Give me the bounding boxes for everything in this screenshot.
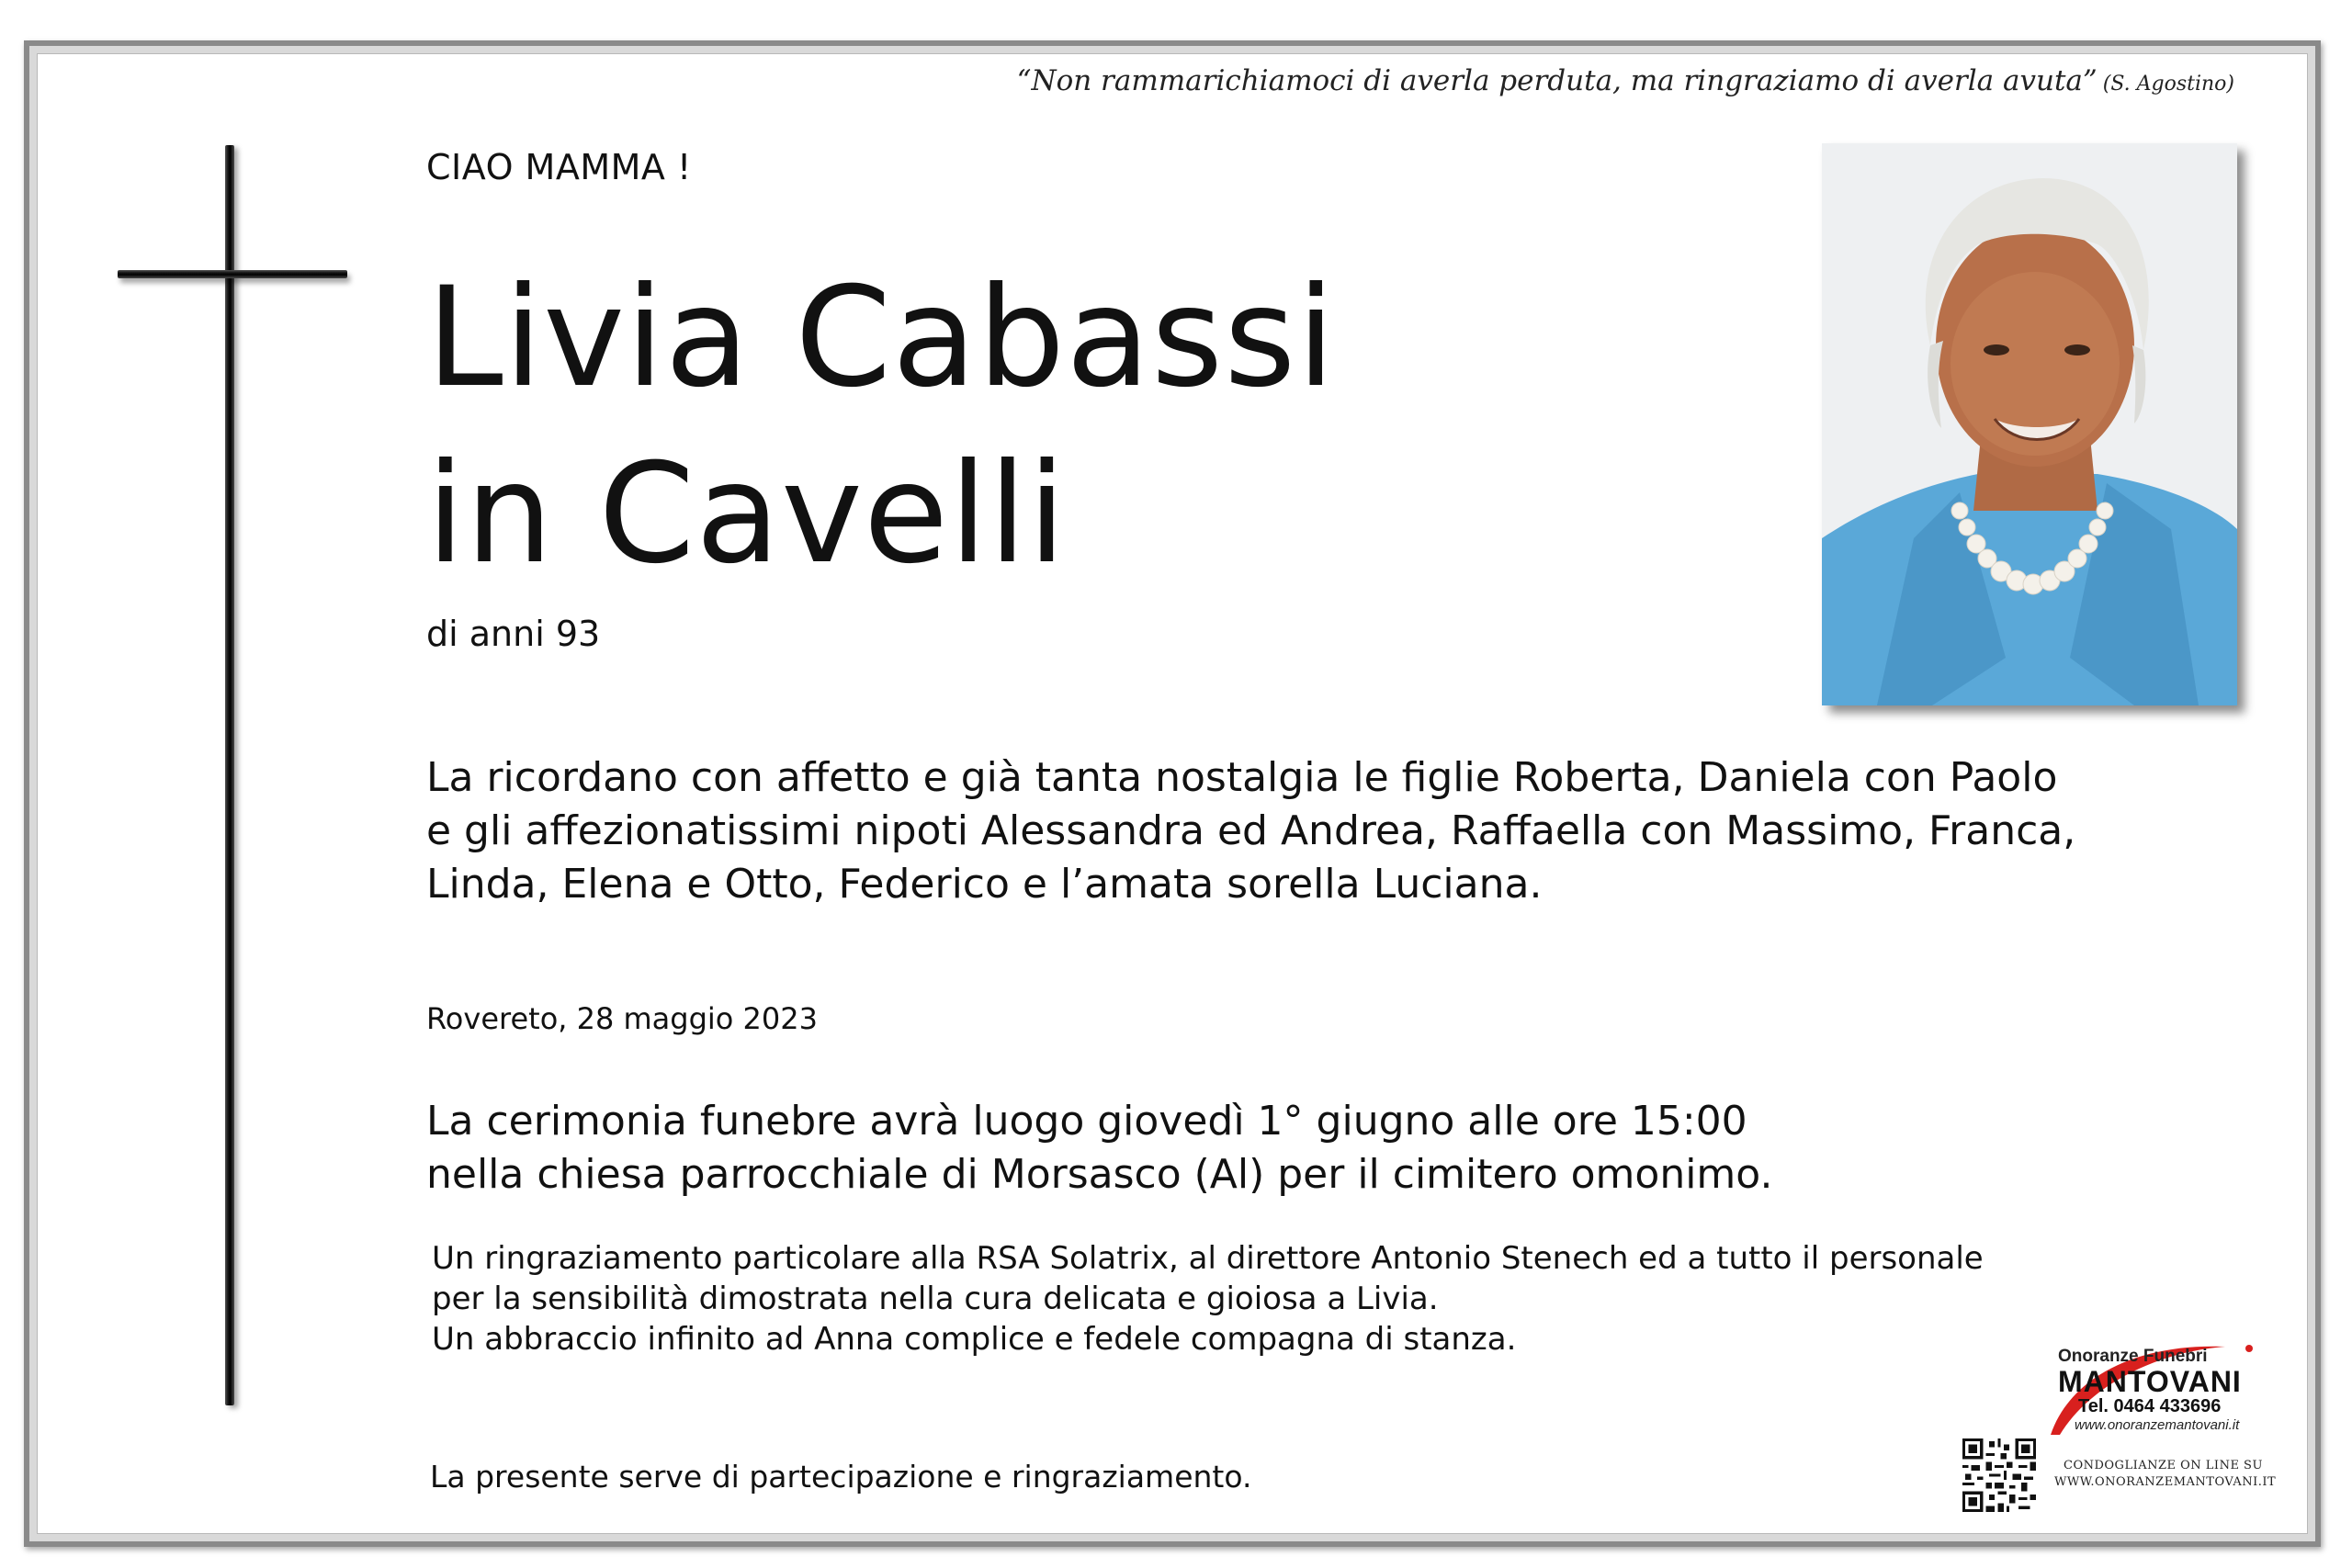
ceremony-line: La cerimonia funebre avrà luogo giovedì 1° giugno alle ore 15:00 xyxy=(426,1098,1747,1145)
thanks-line: Un ringraziamento particolare alla RSA Solatrix, al direttore Antonio Stenech ed a tutto il personale xyxy=(432,1240,1984,1277)
family-line: La ricordano con affetto e già tanta nostalgia le figlie Roberta, Daniela con Paolo xyxy=(426,754,2058,801)
thanks-line: Un abbraccio infinito ad Anna complice e fedele compagna di stanza. xyxy=(432,1321,1517,1358)
quote-author: (S. Agostino) xyxy=(2102,73,2234,96)
footer-note: La presente serve di partecipazione e ringraziamento. xyxy=(430,1459,1252,1495)
family-line: Linda, Elena e Otto, Federico e l’amata sorella Luciana. xyxy=(426,861,1543,908)
deceased-name-line1: Livia Cabassi xyxy=(426,258,1337,418)
portrait-photo xyxy=(1822,143,2237,705)
quote-text: “Non rammarichiamoci di averla perduta, ma ringraziamo di averla avuta” xyxy=(1016,64,2098,97)
greeting: CIAO MAMMA ! xyxy=(426,147,692,187)
family-line: e gli affezionatissimi nipoti Alessandra ed Andrea, Raffaella con Massimo, Franca, xyxy=(426,807,2076,854)
thanks-paragraph xyxy=(432,1238,1984,1359)
online-condolences-label: CONDOGLIANZE ON LINE SU xyxy=(2064,1459,2263,1472)
portrait-illustration xyxy=(1822,143,2237,705)
cross-icon-horizontal xyxy=(118,270,347,278)
logo-name: MANTOVANI xyxy=(2058,1365,2242,1398)
place-date: Rovereto, 28 maggio 2023 xyxy=(426,1001,818,1036)
online-condolences-url[interactable]: WWW.ONORANZEMANTOVANI.IT xyxy=(2054,1475,2277,1489)
thanks-line: per la sensibilità dimostrata nella cura delicata e gioiosa a Livia. xyxy=(432,1280,1439,1317)
qr-code-icon[interactable] xyxy=(1962,1438,2036,1512)
logo-website: www.onoranzemantovani.it xyxy=(2075,1417,2240,1433)
family-paragraph xyxy=(426,751,2075,911)
epigraph-quote xyxy=(1017,64,2234,97)
ceremony-paragraph xyxy=(426,1095,1772,1201)
deceased-age: di anni 93 xyxy=(426,614,601,654)
logo-phone: Tel. 0464 433696 xyxy=(2078,1396,2222,1416)
ceremony-line: nella chiesa parrocchiale di Morsasco (Al) per il cimitero omonimo. xyxy=(426,1151,1773,1198)
logo-tagline: Onoranze Funebri xyxy=(2058,1347,2208,1366)
cross-icon-vertical xyxy=(225,145,234,1405)
deceased-name-line2: in Cavelli xyxy=(426,434,1068,594)
